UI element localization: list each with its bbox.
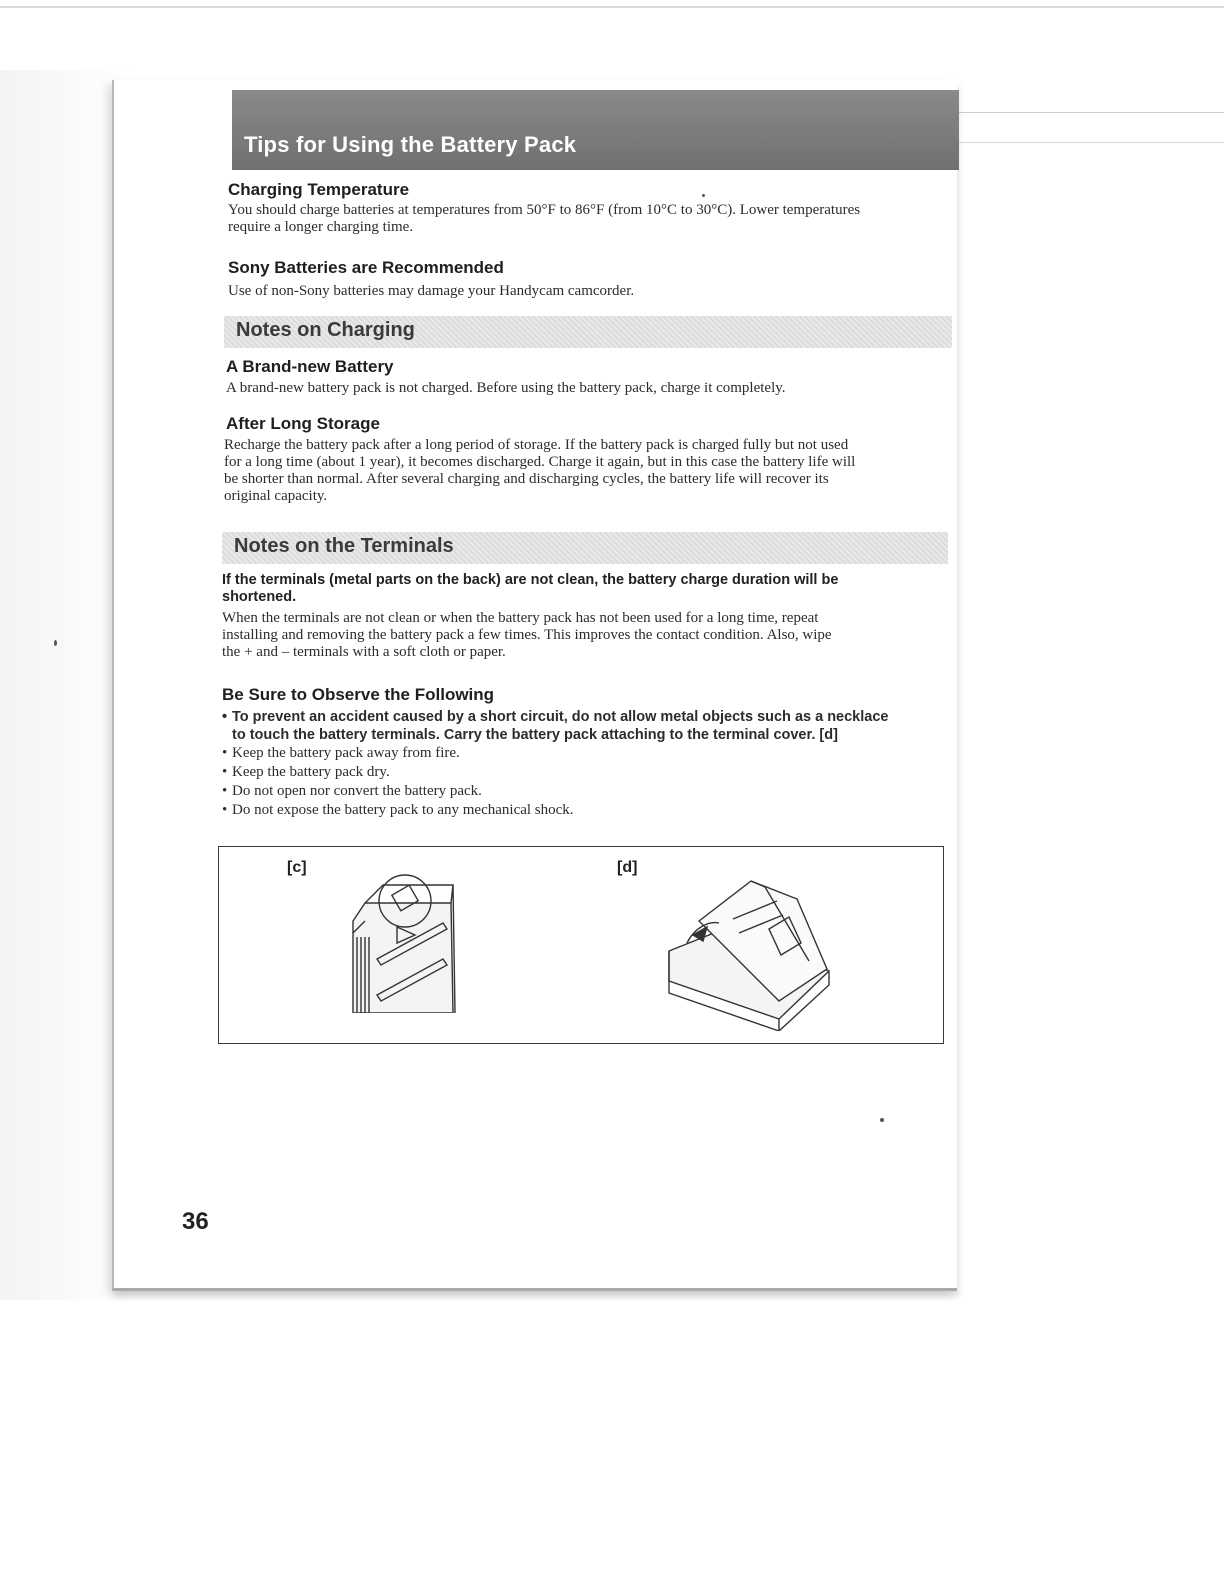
battery-pack-illustration bbox=[339, 863, 479, 1013]
text-line: Keep the battery pack dry. bbox=[232, 764, 390, 780]
manual-page bbox=[112, 80, 957, 1291]
text-line: to touch the battery terminals. Carry the battery pack attaching to the terminal cover. [d] bbox=[232, 727, 838, 743]
text-line: Do not open nor convert the battery pack. bbox=[232, 783, 482, 799]
scan-speck bbox=[702, 194, 705, 197]
text-line: • To prevent an accident caused by a short circuit, do not allow metal objects such as a necklace bbox=[232, 709, 889, 725]
text-line: installing and removing the battery pack a few times. This improves the contact condition. Also, wipe bbox=[222, 627, 832, 643]
list-item bbox=[222, 708, 942, 744]
notes-on-terminals-title: Notes on the Terminals bbox=[234, 535, 454, 557]
text-line: Do not expose the battery pack to any mechanical shock. bbox=[232, 802, 574, 818]
sony-batteries-heading: Sony Batteries are Recommended bbox=[228, 258, 504, 277]
text-line: shortened. bbox=[222, 589, 297, 605]
text-line: Recharge the battery pack after a long period of storage. If the battery pack is charged fully but not used bbox=[224, 437, 849, 453]
brand-new-battery-text bbox=[226, 380, 786, 397]
figure-label-c: [c] bbox=[287, 859, 307, 876]
text-line: A brand-new battery pack is not charged. Before using the battery pack, charge it completely. bbox=[226, 380, 786, 396]
list-item bbox=[222, 801, 942, 820]
after-long-storage-text bbox=[224, 437, 855, 505]
text-line: When the terminals are not clean or when the battery pack has not been used for a long time, repeat bbox=[222, 610, 819, 626]
text-line: the + and – terminals with a soft cloth or paper. bbox=[222, 644, 506, 660]
list-item bbox=[222, 763, 942, 782]
observe-heading: Be Sure to Observe the Following bbox=[222, 685, 495, 704]
text-line: for a long time (about 1 year), it becomes discharged. Charge it again, but in this case the battery life will bbox=[224, 454, 856, 470]
text-line: Use of non-Sony batteries may damage your Handycam camcorder. bbox=[228, 283, 635, 299]
page-title: Tips for Using the Battery Pack bbox=[244, 132, 577, 157]
scan-right-edge-line bbox=[955, 112, 1224, 113]
after-long-storage-heading: After Long Storage bbox=[226, 414, 380, 433]
sony-batteries-text bbox=[228, 283, 634, 300]
figure-label-d: [d] bbox=[617, 859, 638, 876]
page-number: 36 bbox=[182, 1208, 209, 1235]
page-header-bar bbox=[232, 90, 959, 170]
observe-list bbox=[222, 708, 942, 820]
terminal-cover-illustration bbox=[659, 861, 839, 1031]
text-line: You should charge batteries at temperatures from 50°F to 86°F (from 10°C to 30°C). Lower temperatures bbox=[228, 202, 861, 218]
scan-speck bbox=[54, 640, 57, 646]
charging-temperature-text bbox=[228, 202, 860, 236]
brand-new-battery-heading: A Brand-new Battery bbox=[226, 357, 394, 376]
text-line: Keep the battery pack away from fire. bbox=[232, 745, 460, 761]
text-line: If the terminals (metal parts on the back) are not clean, the battery charge duration will be bbox=[222, 572, 839, 588]
text-line: original capacity. bbox=[224, 488, 328, 504]
scan-right-edge-line bbox=[955, 142, 1224, 143]
list-item bbox=[222, 744, 942, 763]
notes-on-charging-title: Notes on Charging bbox=[236, 319, 415, 341]
scan-speck bbox=[880, 1118, 884, 1122]
terminals-text bbox=[222, 610, 832, 661]
scan-top-edge bbox=[0, 6, 1224, 8]
list-item bbox=[222, 782, 942, 801]
charging-temperature-heading: Charging Temperature bbox=[228, 180, 410, 199]
notes-on-charging-bar bbox=[224, 316, 952, 348]
figure-box bbox=[218, 846, 944, 1044]
terminals-lead-text bbox=[222, 572, 838, 606]
notes-on-terminals-bar bbox=[222, 532, 948, 564]
text-line: be shorter than normal. After several charging and discharging cycles, the battery life will recover its bbox=[224, 471, 829, 487]
text-line: require a longer charging time. bbox=[228, 219, 414, 235]
